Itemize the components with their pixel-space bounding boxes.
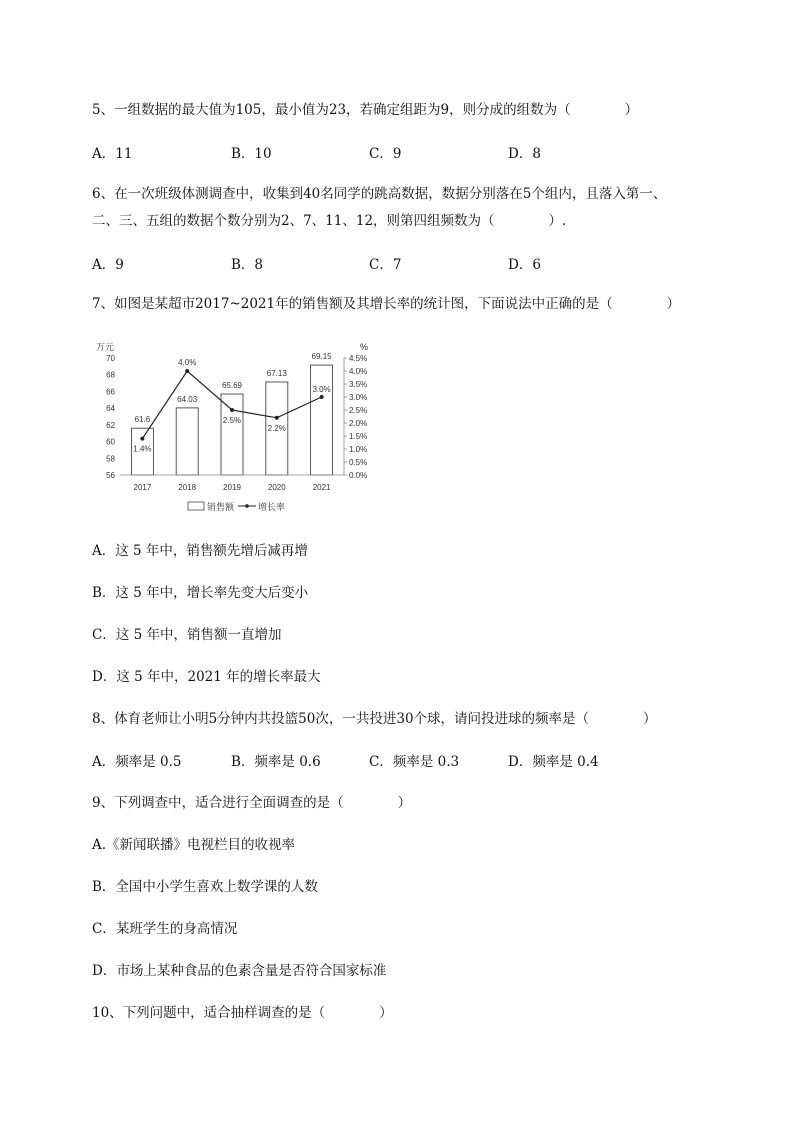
y-left-tick-label: 56 bbox=[106, 471, 115, 480]
growth-rate-label: 3.0% bbox=[312, 385, 331, 394]
growth-rate-label: 4.0% bbox=[178, 358, 197, 367]
q8-stem: 8、体育老师让小明5分钟内共投篮50次，一共投进30个球，请问投进球的频率是（ ） bbox=[92, 711, 657, 727]
q6-option-c: C．7 bbox=[369, 257, 402, 273]
y-right-tick-label: 0.0% bbox=[349, 471, 368, 480]
y-left-tick-label: 70 bbox=[106, 354, 115, 363]
y-left-axis-label: 万元 bbox=[96, 342, 115, 352]
y-right-tick-label: 3.5% bbox=[349, 380, 368, 389]
y-right-tick-label: 1.0% bbox=[349, 445, 368, 454]
y-right-tick-label: 3.0% bbox=[349, 393, 368, 402]
x-tick-label: 2021 bbox=[312, 483, 331, 492]
x-tick-label: 2020 bbox=[267, 483, 286, 492]
y-right-axis-label: % bbox=[360, 342, 369, 352]
q6-stem-line1: 6、在一次班级体测调查中，收集到40名同学的跳高数据，数据分别落在5个组内，且落入第一、 bbox=[92, 186, 667, 202]
q6-option-b: B．8 bbox=[231, 257, 264, 273]
q8-option-b: B．频率是 0.6 bbox=[231, 754, 321, 770]
legend-marker bbox=[245, 504, 249, 508]
y-right-tick-label: 1.5% bbox=[349, 432, 368, 441]
bar-2019 bbox=[221, 394, 243, 475]
y-left-tick-label: 60 bbox=[106, 437, 115, 447]
x-tick-label: 2018 bbox=[178, 483, 197, 492]
bar-2021 bbox=[311, 365, 333, 475]
q7-option-c: C．这 5 年中，销售额一直增加 bbox=[92, 627, 282, 643]
growth-rate-point bbox=[275, 416, 279, 420]
q7-option-d: D．这 5 年中，2021 年的增长率最大 bbox=[92, 669, 321, 685]
y-left-tick-label: 66 bbox=[106, 387, 115, 397]
growth-rate-label: 2.5% bbox=[222, 416, 242, 425]
y-left-tick-label: 68 bbox=[106, 370, 115, 380]
q7-stem: 7、如图是某超市2017~2021年的销售额及其增长率的统计图，下面说法中正确的是（ ） bbox=[92, 296, 681, 312]
y-left-tick-label: 58 bbox=[106, 454, 115, 464]
q8-option-a: A．频率是 0.5 bbox=[92, 754, 182, 770]
growth-rate-point bbox=[320, 395, 324, 399]
y-right-tick-label: 4.0% bbox=[349, 367, 368, 376]
q9-stem: 9、下列调查中，适合进行全面调查的是（ ） bbox=[92, 795, 412, 811]
bar-value-label: 65.69 bbox=[221, 381, 243, 391]
legend-label-sales: 销售额 bbox=[207, 502, 235, 512]
growth-rate-point bbox=[230, 408, 234, 412]
growth-rate-point bbox=[185, 369, 189, 373]
q6-option-d: D．6 bbox=[508, 257, 541, 273]
q9-option-b: B．全国中小学生喜欢上数学课的人数 bbox=[92, 879, 318, 895]
bar-value-label: 69.15 bbox=[311, 352, 332, 362]
q8-option-d: D．频率是 0.4 bbox=[508, 754, 599, 770]
q5-option-c: C．9 bbox=[369, 146, 402, 162]
legend-bar-swatch bbox=[188, 502, 204, 510]
x-tick-label: 2019 bbox=[223, 483, 241, 492]
sales-chart bbox=[88, 338, 388, 518]
q9-option-d: D．市场上某种食品的色素含量是否符合国家标准 bbox=[92, 963, 387, 979]
y-left-tick-label: 64 bbox=[106, 404, 115, 414]
bar-value-label: 67.13 bbox=[266, 368, 287, 378]
bar-value-label: 64.03 bbox=[177, 394, 198, 404]
bar-value-label: 61.6 bbox=[134, 415, 151, 425]
q5-option-a: A．11 bbox=[92, 146, 133, 162]
q9-option-c: C．某班学生的身高情况 bbox=[92, 921, 238, 937]
q5-option-d: D．8 bbox=[508, 146, 541, 162]
q6-option-a: A．9 bbox=[92, 257, 124, 273]
q10-stem: 10、下列问题中，适合抽样调查的是（ ） bbox=[92, 1005, 393, 1021]
q8-option-c: C．频率是 0.3 bbox=[369, 754, 460, 770]
legend-label-rate: 增长率 bbox=[258, 502, 286, 512]
q9-option-a: A.《新闻联播》电视栏目的收视率 bbox=[92, 837, 296, 853]
y-right-tick-label: 2.5% bbox=[349, 406, 368, 415]
y-right-tick-label: 0.5% bbox=[349, 458, 368, 467]
growth-rate-label: 2.2% bbox=[267, 423, 286, 433]
x-tick-label: 2017 bbox=[133, 483, 152, 492]
growth-rate-point bbox=[140, 437, 144, 441]
q7-option-a: A．这 5 年中，销售额先增后减再增 bbox=[92, 543, 308, 559]
legend bbox=[188, 501, 285, 512]
growth-rate-label: 1.4% bbox=[133, 444, 152, 454]
q7-option-b: B．这 5 年中，增长率先变大后变小 bbox=[92, 585, 309, 601]
q5-stem: 5、一组数据的最大值为105，最小值为23，若确定组距为9，则分成的组数为（ ） bbox=[92, 102, 639, 118]
y-right-tick-label: 4.5% bbox=[349, 354, 368, 363]
q5-option-b: B．10 bbox=[231, 146, 272, 162]
y-right-tick-label: 2.0% bbox=[349, 419, 368, 428]
y-left-tick-label: 62 bbox=[106, 420, 115, 430]
bar-2018 bbox=[176, 408, 198, 475]
q6-stem-line2: 二、三、五组的数据个数分别为2、7、11、12，则第四组频数为（ ）. bbox=[92, 213, 567, 229]
